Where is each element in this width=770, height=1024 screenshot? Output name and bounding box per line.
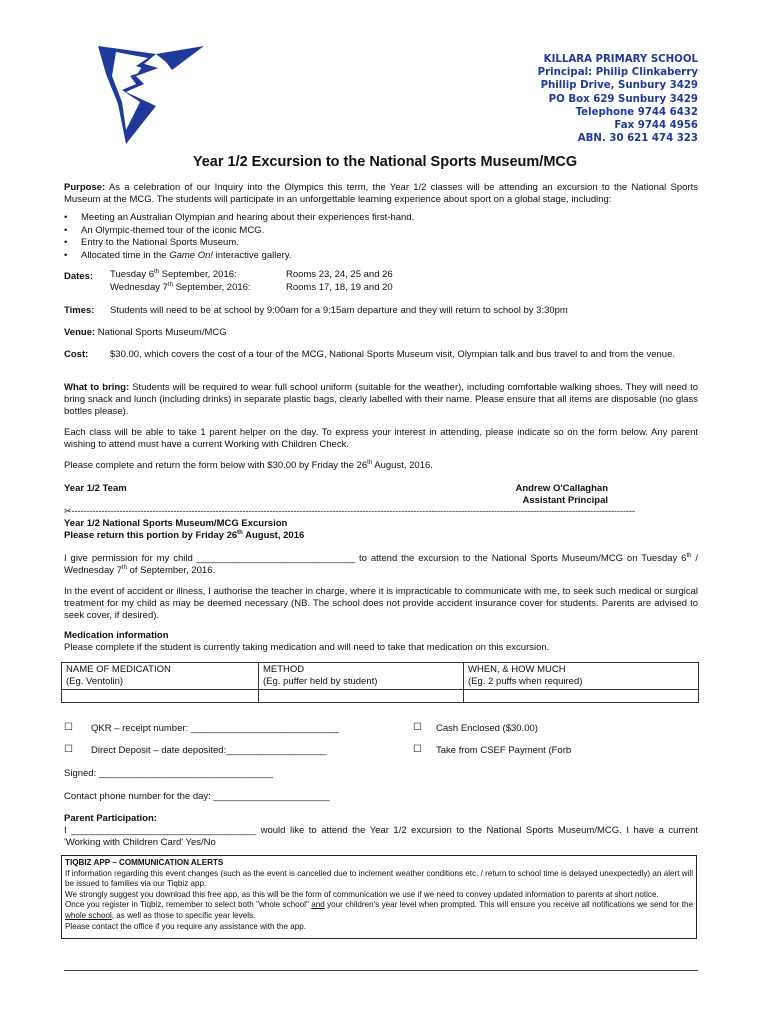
- medication-name-example: (Eg. Ventolin): [66, 676, 124, 687]
- signatory-role: Assistant Principal: [522, 495, 608, 506]
- school-header: [538, 53, 698, 145]
- tiqbiz-paragraph-2: We strongly suggest you download this free app, as this will be the form of communication we use if we need to convey updated information to parents at short notice.: [65, 889, 659, 899]
- return-instruction: [64, 460, 433, 472]
- school-name: KILLARA PRIMARY SCHOOL: [543, 54, 698, 65]
- helper-paragraph: Each class will be able to take 1 parent helper on the day. To express your interest in attending, please indicate so on the form below. Any parent wishing to attend must have a current Working with Children Check.: [64, 427, 698, 450]
- bullet-text: Allocated time in the: [81, 249, 167, 261]
- school-address: Phillip Drive, Sunbury 3429: [540, 80, 698, 92]
- slip-return-text: Please return this portion by Friday 26: [64, 530, 238, 541]
- date-1-day: Tuesday 6: [110, 269, 155, 280]
- venue-line: [64, 327, 227, 339]
- tiqbiz-paragraph-4: Please contact the office if you require any assistance with the app.: [65, 921, 307, 931]
- slip-return-sup: th: [237, 529, 243, 536]
- cut-line: ✂--------------------------------------------------------------------------------------------------------------------------------------------------------------------------------------------: [64, 506, 635, 516]
- school-abn: ABN. 30 621 474 323: [577, 133, 698, 145]
- footer-divider: [64, 970, 698, 971]
- medication-text: Please complete if the student is currently taking medication and will need to take that medication on this excursion.: [64, 642, 550, 653]
- permission-text-2: / Wednesday 7: [64, 553, 698, 576]
- bring-paragraph: [64, 382, 698, 418]
- slip-heading: Year 1/2 National Sports Museum/MCG Excursion: [64, 518, 288, 529]
- date-1-sup: th: [154, 268, 160, 275]
- table-row: [62, 663, 699, 690]
- csef-label: Take from CSEF Payment (Forb: [436, 745, 572, 756]
- return-text: Please complete and return the form below with $30.00 by Friday the 26: [64, 460, 368, 471]
- table-row: [62, 690, 699, 703]
- medication-name-input[interactable]: [62, 690, 259, 703]
- team-label: Year 1/2 Team: [64, 483, 127, 494]
- tiqbiz-paragraph-3: [65, 900, 693, 921]
- qkr-checkbox[interactable]: ☐: [64, 722, 73, 733]
- date-2: [110, 282, 251, 294]
- slip-return: [64, 530, 304, 542]
- permission-text: I give permission for my child ______________________________ to attend the excursion to the National Sports Museum/MCG on Tuesday 6: [64, 553, 687, 564]
- school-logo: [96, 44, 206, 154]
- list-item: • Meeting an Australian Olympian and hearing about their experiences first-hand.: [64, 212, 698, 225]
- page-title: Year 1/2 Excursion to the National Sports Museum/MCG: [192, 154, 578, 170]
- times-text: Students will need to be at school by 9:00am for a 9:15am departure and they will return to school by 3:30pm: [110, 305, 568, 316]
- bring-label: What to bring:: [64, 382, 130, 393]
- bullet-text-end: interactive gallery.: [215, 249, 292, 261]
- return-sup: th: [367, 459, 373, 466]
- deposit-label: Direct Deposit – date deposited:___________________: [91, 745, 327, 756]
- tiqbiz-p3-a: Once you register in Tiqbiz, remember to select both "whole school": [65, 900, 312, 910]
- permission-text-3: of September, 2016.: [126, 564, 216, 576]
- signatory-name: Andrew O'Callaghan: [515, 483, 608, 494]
- date-2-month: September, 2016:: [175, 282, 251, 293]
- tiqbiz-alert-box: [61, 855, 697, 939]
- table-cell: [464, 663, 699, 690]
- purpose-paragraph: [64, 182, 698, 206]
- venue-text: National Sports Museum/MCG: [97, 327, 227, 338]
- table-cell: [259, 663, 464, 690]
- list-item: • An Olympic-themed tour of the iconic MCG.: [64, 225, 698, 238]
- cash-checkbox[interactable]: ☐: [413, 722, 422, 733]
- bring-text: Students will be required to wear full school uniform (suitable for the weather), including comfortable walking shoes. They will need to bring snack and lunch (including drinks) in separate plastic bags, clearly labelled with their name. Please ensure that all items are disposable (no glass bottles please).: [64, 382, 698, 417]
- purpose-text: As a celebration of our Inquiry into the Olympics this term, the Year 1/2 classes will be attending an excursion to the National Sports Museum at the MCG. The students will participate in an unforgettable learning experience about sport on a global stage, including:: [64, 182, 698, 205]
- deposit-checkbox[interactable]: ☐: [64, 744, 73, 755]
- date-2-day: Wednesday 7: [110, 282, 168, 293]
- participation-heading: Parent Participation:: [64, 813, 157, 824]
- method-input[interactable]: [259, 690, 464, 703]
- date-1: [110, 269, 237, 281]
- permission-sup-2: th: [121, 564, 127, 571]
- accident-paragraph: In the event of accident or illness, I authorise the teacher in charge, where it is impracticable to communicate with me, to seek such medical or surgical treatment for my child as may be deemed necessary (NB. The school does not provide accident insurance cover for students. Parents are advised to seek cover, if desired).: [64, 586, 698, 621]
- purpose-label: Purpose:: [64, 182, 106, 193]
- school-telephone: Telephone 9744 6432: [575, 106, 698, 118]
- table-cell: [62, 663, 259, 690]
- date-1-month: September, 2016:: [161, 269, 237, 280]
- tiqbiz-p3-and: and: [311, 900, 325, 910]
- date-1-rooms: Rooms 23, 24, 25 and 26: [286, 269, 393, 280]
- return-text-end: August, 2016.: [374, 460, 433, 471]
- permission-paragraph: [64, 553, 698, 577]
- cash-label: Cash Enclosed ($30.00): [436, 723, 538, 734]
- csef-checkbox[interactable]: ☐: [413, 744, 422, 755]
- qkr-label: QKR – receipt number: ____________________________: [91, 723, 339, 734]
- medication-table: [61, 662, 699, 703]
- cost-label: Cost:: [64, 349, 89, 360]
- dates-label: Dates:: [64, 271, 94, 282]
- list-item: [64, 250, 698, 263]
- tiqbiz-p3-b: your children's year level when prompted. This will ensure you receive all notifications we send for the: [324, 900, 693, 910]
- tiqbiz-p3-c: , as well as those to specific year levels.: [111, 910, 256, 920]
- when-header: WHEN, & HOW MUCH: [468, 664, 566, 675]
- school-principal: Principal: Philip Clinkaberry: [537, 67, 698, 79]
- method-example: (Eg. puffer held by student): [263, 676, 378, 687]
- purpose-list: [64, 212, 698, 262]
- medication-heading: Medication information: [64, 630, 169, 641]
- date-2-rooms: Rooms 17, 18, 19 and 20: [286, 282, 393, 293]
- date-2-sup: th: [167, 281, 173, 288]
- phone-field[interactable]: Contact phone number for the day: ______________________: [64, 791, 330, 802]
- tiqbiz-paragraph-1: If information regarding this event changes (such as the event is cancelled due to inclement weather conditions etc. / return to school time is delayed unexpectedly) an alert will be issued to families via our Tiqbiz app.: [65, 868, 693, 889]
- slip-return-end: August, 2016: [242, 530, 305, 541]
- method-header: METHOD: [263, 664, 305, 675]
- list-item: • Entry to the National Sports Museum.: [64, 237, 698, 250]
- permission-sup-1: th: [686, 552, 692, 559]
- cost-text: $30.00, which covers the cost of a tour of the MCG, National Sports Museum visit, Olympian talk and bus travel to and from the venue.: [110, 349, 675, 360]
- school-po-box: PO Box 629 Sunbury 3429: [548, 93, 698, 105]
- when-input[interactable]: [464, 690, 699, 703]
- tiqbiz-heading: TIQBIZ APP – COMMUNICATION ALERTS: [65, 858, 224, 867]
- tiqbiz-p3-whole-school: whole school: [65, 910, 112, 920]
- school-fax: Fax 9744 4956: [614, 120, 698, 132]
- medication-name-header: NAME OF MEDICATION: [66, 664, 171, 675]
- participation-text[interactable]: I ___________________________________ would like to attend the Year 1/2 excursion to the National Sports Museum/MCG. I have a current 'Working with Children Card' Yes/No: [64, 825, 698, 848]
- times-label: Times:: [64, 305, 95, 316]
- signed-field[interactable]: Signed: _________________________________: [64, 768, 274, 779]
- game-on-title: Game On!: [169, 249, 214, 261]
- venue-label: Venue:: [64, 327, 96, 338]
- when-example: (Eg. 2 puffs when required): [468, 676, 583, 687]
